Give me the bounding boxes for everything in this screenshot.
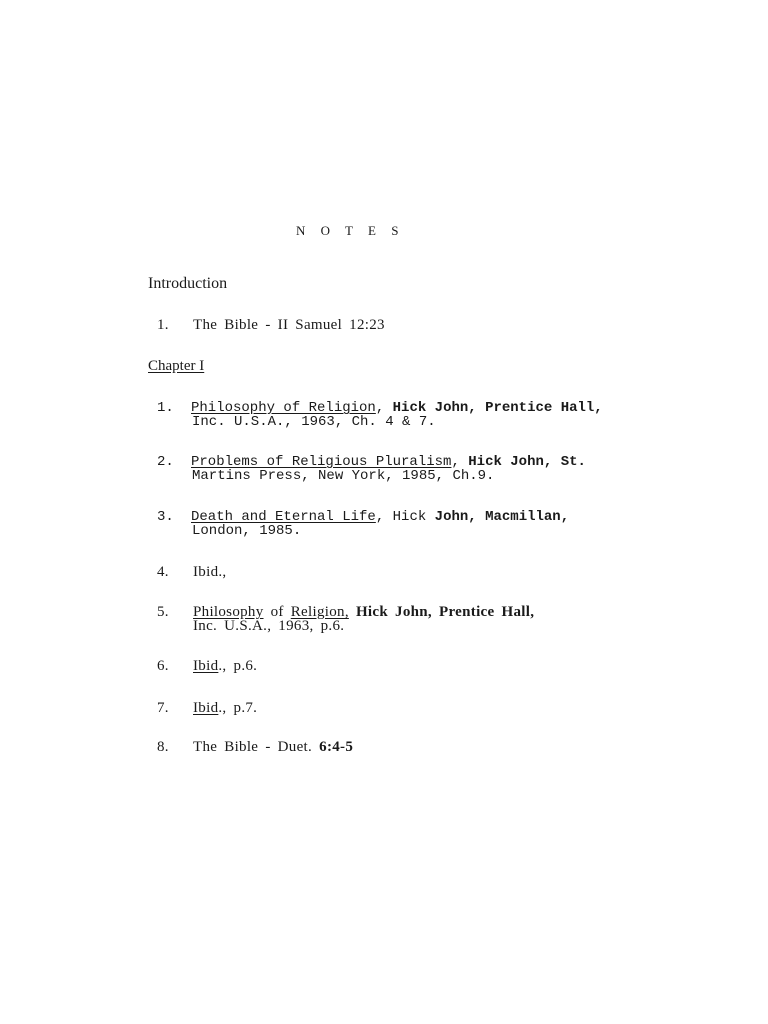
chapter-note-7 — [157, 701, 257, 715]
publisher: Prentice Hall, — [439, 604, 535, 620]
note-number: 3. — [157, 509, 174, 525]
separator: , — [375, 400, 385, 416]
work-title-connector: of — [270, 604, 284, 620]
work-title: Philosophy of Religion — [191, 400, 376, 416]
separator: , — [451, 454, 460, 470]
note-number: 1. — [157, 400, 174, 416]
ibid-reference: Ibid — [193, 658, 219, 674]
note-continuation: Martins Press, New York, 1985, Ch.9. — [192, 468, 495, 484]
chapter-note-6 — [157, 659, 257, 673]
chapter-heading: Chapter I — [148, 358, 205, 374]
page-reference: ., p.7. — [218, 700, 258, 716]
publisher: St. — [560, 454, 586, 470]
work-title: Death and Eternal Life — [191, 509, 376, 525]
note-number: 6. — [157, 658, 169, 674]
chapter-note-3 — [157, 510, 569, 538]
note-number: 5. — [157, 604, 169, 620]
page-title: N O T E S — [296, 223, 405, 238]
chapter-note-5 — [157, 605, 534, 633]
work-title-part-1: Philosophy — [193, 604, 264, 620]
note-continuation: London, 1985. — [192, 523, 302, 539]
work-title: Problems of Religious Pluralism — [191, 454, 452, 470]
note-text: The Bible - II Samuel 12:23 — [193, 317, 385, 333]
page-reference: ., p.6. — [218, 658, 258, 674]
author: Hick John, — [392, 400, 477, 416]
chapter-note-4 — [157, 565, 226, 579]
chapter-note-2 — [157, 455, 586, 483]
author: Hick John, — [468, 454, 553, 470]
publisher: Prentice Hall, — [485, 400, 603, 416]
note-number: 8. — [157, 739, 169, 755]
author-surname: Hick — [392, 509, 427, 525]
note-number: 2. — [157, 454, 174, 470]
chapter-note-1 — [157, 401, 603, 429]
publisher: Macmillan, — [485, 509, 570, 525]
note-number: 7. — [157, 700, 169, 716]
note-number: 1. — [157, 317, 169, 333]
note-continuation: Inc. U.S.A., 1963, p.6. — [193, 618, 345, 634]
introduction-heading: Introduction — [148, 275, 228, 292]
note-number: 4. — [157, 564, 169, 580]
chapter-note-8 — [157, 740, 353, 754]
work-title-part-2: Religion, — [290, 604, 349, 620]
separator: , — [375, 509, 385, 525]
note-continuation: Inc. U.S.A., 1963, Ch. 4 & 7. — [192, 414, 436, 430]
author: John, — [434, 509, 477, 525]
ibid-reference: Ibid — [193, 700, 219, 716]
note-text: Ibid., — [193, 564, 227, 580]
scripture-reference: 6:4-5 — [319, 739, 354, 755]
author: Hick John, — [355, 604, 432, 620]
note-text: The Bible - Duet. — [193, 739, 313, 755]
intro-note-1 — [157, 318, 385, 332]
